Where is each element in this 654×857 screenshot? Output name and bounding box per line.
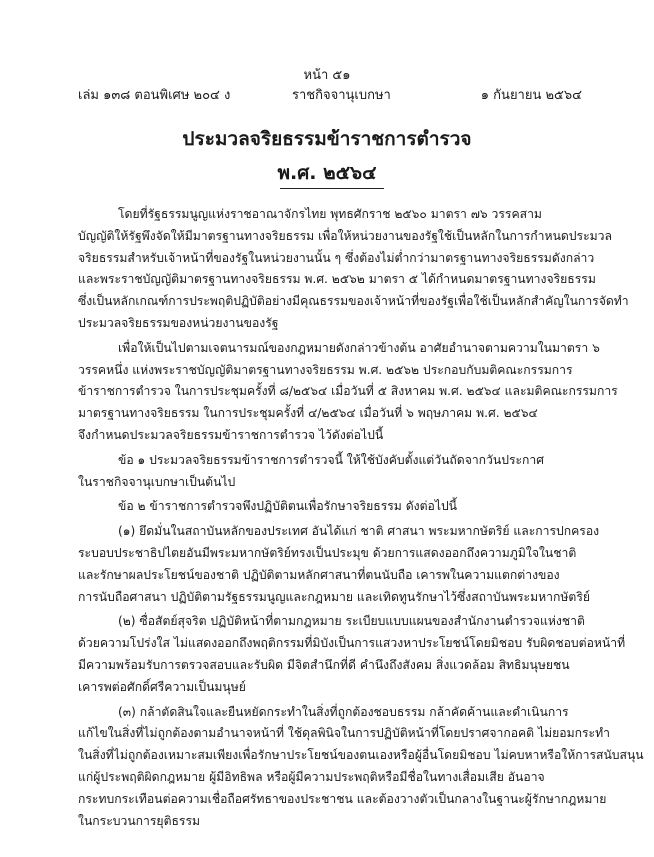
text-line: วรรคหนึ่ง แห่งพระราชบัญญัติมาตรฐานทางจริยธรรม พ.ศ. ๒๕๖๒ ประกอบกับมติคณะกรรมการ bbox=[78, 362, 573, 377]
text-line: จริยธรรมสำหรับเจ้าหน้าที่ของรัฐในหน่วยงานนั้น ๆ ซึ่งต้องไม่ต่ำกว่ามาตรฐานทางจริยธรรมดังกล่าว bbox=[78, 250, 595, 265]
text-line: เพื่อให้เป็นไปตามเจตนารมณ์ของกฎหมายดังกล่าวข้างต้น อาศัยอำนาจตามความในมาตรา ๖ bbox=[118, 340, 600, 355]
text-line: ในกระบวนการยุติธรรม bbox=[78, 813, 201, 828]
text-line: ข้อ ๑ ประมวลจริยธรรมข้าราชการตำรวจนี้ ให้ใช้บังคับตั้งแต่วันถัดจากวันประกาศ bbox=[118, 452, 545, 467]
text-line: และรักษาผลประโยชน์ของชาติ ปฏิบัติตามหลักศาสนาที่ตนนับถือ เคารพในความแตกต่างของ bbox=[78, 567, 560, 582]
gazette-date: ๑ กันยายน ๒๕๖๔ bbox=[480, 88, 582, 103]
clause-2-item-2 bbox=[78, 611, 626, 698]
text-line: มาตรฐานทางจริยธรรม ในการประชุมครั้งที่ ๔/๒๕๖๔ เมื่อวันที่ ๖ พฤษภาคม พ.ศ. ๒๕๖๔ bbox=[78, 406, 538, 421]
clause-2-item-3 bbox=[78, 702, 644, 833]
clause-2-item-1 bbox=[78, 521, 600, 608]
text-line: การนับถือศาสนา ปฏิบัติตามรัฐธรรมนูญและกฎหมาย และเทิดทูนรักษาไว้ซึ่งสถาบันพระมหากษัตริย์ bbox=[78, 589, 590, 604]
title-divider bbox=[280, 188, 384, 189]
gazette-header bbox=[78, 84, 582, 102]
text-line: ข้อ ๒ ข้าราชการตำรวจพึงปฏิบัติตนเพื่อรักษาจริยธรรม ดังต่อไปนี้ bbox=[118, 499, 458, 514]
document-title: ประมวลจริยธรรมข้าราชการตำรวจ bbox=[182, 128, 472, 150]
gazette-publication: ราชกิจจานุเบกษา bbox=[292, 88, 391, 103]
text-line: และพระราชบัญญัติมาตรฐานทางจริยธรรม พ.ศ. ๒๕๖๒ มาตรา ๕ ได้กำหนดมาตรฐานทางจริยธรรม bbox=[78, 272, 596, 287]
text-line: แก้ไขในสิ่งที่ไม่ถูกต้องตามอำนาจหน้าที่ ใช้ดุลพินิจในการปฏิบัติหน้าที่โดยปราศจากอคติ ไม่ยอมกระทำ bbox=[78, 726, 610, 741]
page-number: หน้า ๕๑ bbox=[303, 68, 351, 83]
text-line: ระบอบประชาธิปไตยอันมีพระมหากษัตริย์ทรงเป็นประมุข ด้วยการแสดงออกถึงความภูมิใจในชาติ bbox=[78, 545, 577, 560]
document-year: พ.ศ. ๒๕๖๔ bbox=[277, 162, 377, 184]
text-line: บัญญัติให้รัฐพึงจัดให้มีมาตรฐานทางจริยธรรม เพื่อให้หน่วยงานของรัฐใช้เป็นหลักในการกำหนดประมวล bbox=[78, 228, 612, 243]
document-body bbox=[78, 204, 644, 832]
text-line: ซึ่งเป็นหลักเกณฑ์การประพฤติปฏิบัติอย่างมีคุณธรรมของเจ้าหน้าที่ของรัฐเพื่อใช้เป็นหลักสำคัญในการจัดทำ bbox=[78, 294, 629, 309]
text-line: เคารพต่อศักดิ์ศรีความเป็นมนุษย์ bbox=[78, 679, 246, 694]
text-line: (๑) ยึดมั่นในสถาบันหลักของประเทศ อันได้แก่ ชาติ ศาสนา พระมหากษัตริย์ และการปกครอง bbox=[118, 524, 600, 539]
preamble-paragraph bbox=[78, 204, 629, 335]
text-line: ในราชกิจจานุเบกษาเป็นต้นไป bbox=[78, 474, 236, 489]
text-line: (๒) ซื่อสัตย์สุจริต ปฏิบัติหน้าที่ตามกฎหมาย ระเบียบแบบแผนของสำนักงานตำรวจแห่งชาติ bbox=[118, 614, 585, 629]
text-line: กระทบกระเทือนต่อความเชื่อถือศรัทธาของประชาชน และต้องวางตัวเป็นกลางในฐานะผู้รักษากฎหมาย bbox=[78, 791, 607, 806]
text-line: ประมวลจริยธรรมของหน่วยงานของรัฐ bbox=[78, 315, 279, 330]
text-line: (๓) กล้าตัดสินใจและยืนหยัดกระทำในสิ่งที่ถูกต้องชอบธรรม กล้าคัดค้านและดำเนินการ bbox=[118, 704, 569, 719]
text-line: ข้าราชการตำรวจ ในการประชุมครั้งที่ ๘/๒๕๖๔ เมื่อวันที่ ๕ สิงหาคม พ.ศ. ๒๕๖๔ และมติคณะกรรมการ bbox=[78, 384, 618, 399]
clause-1 bbox=[78, 450, 584, 494]
text-line: ด้วยความโปร่งใส ไม่แสดงออกถึงพฤติกรรมที่มิบังเป็นการแสวงหาประโยชน์โดยมิชอบ รับผิดชอบต่อหน้าที่ bbox=[78, 636, 626, 651]
text-line: โดยที่รัฐธรรมนูญแห่งราชอาณาจักรไทย พุทธศักราช ๒๕๖๐ มาตรา ๗๖ วรรคสาม bbox=[118, 207, 542, 221]
text-line: จึงกำหนดประมวลจริยธรรมข้าราชการตำรวจ ไว้ดังต่อไปนี้ bbox=[78, 427, 384, 442]
clause-2 bbox=[78, 496, 584, 518]
gazette-volume: เล่ม ๑๓๘ ตอนพิเศษ ๒๐๔ ง bbox=[78, 88, 231, 103]
text-line: มีความพร้อมรับการตรวจสอบและรับผิด มีจิตสำนึกที่ดี คำนึงถึงสังคม สิ่งแวดล้อม สิทธิมนุษยชน bbox=[78, 657, 570, 672]
authority-paragraph bbox=[78, 338, 618, 447]
text-line: ในสิ่งที่ไม่ถูกต้องเหมาะสมเพียงเพื่อรักษาประโยชน์ของตนเองหรือผู้อื่นโดยมิชอบ ไม่คบหาหรือให้การสนับสนุน bbox=[78, 748, 644, 763]
text-line: แก่ผู้ประพฤติผิดกฎหมาย ผู้มีอิทธิพล หรือผู้มีความประพฤติหรือมีชื่อในทางเสื่อมเสีย อันอาจ bbox=[78, 769, 545, 784]
